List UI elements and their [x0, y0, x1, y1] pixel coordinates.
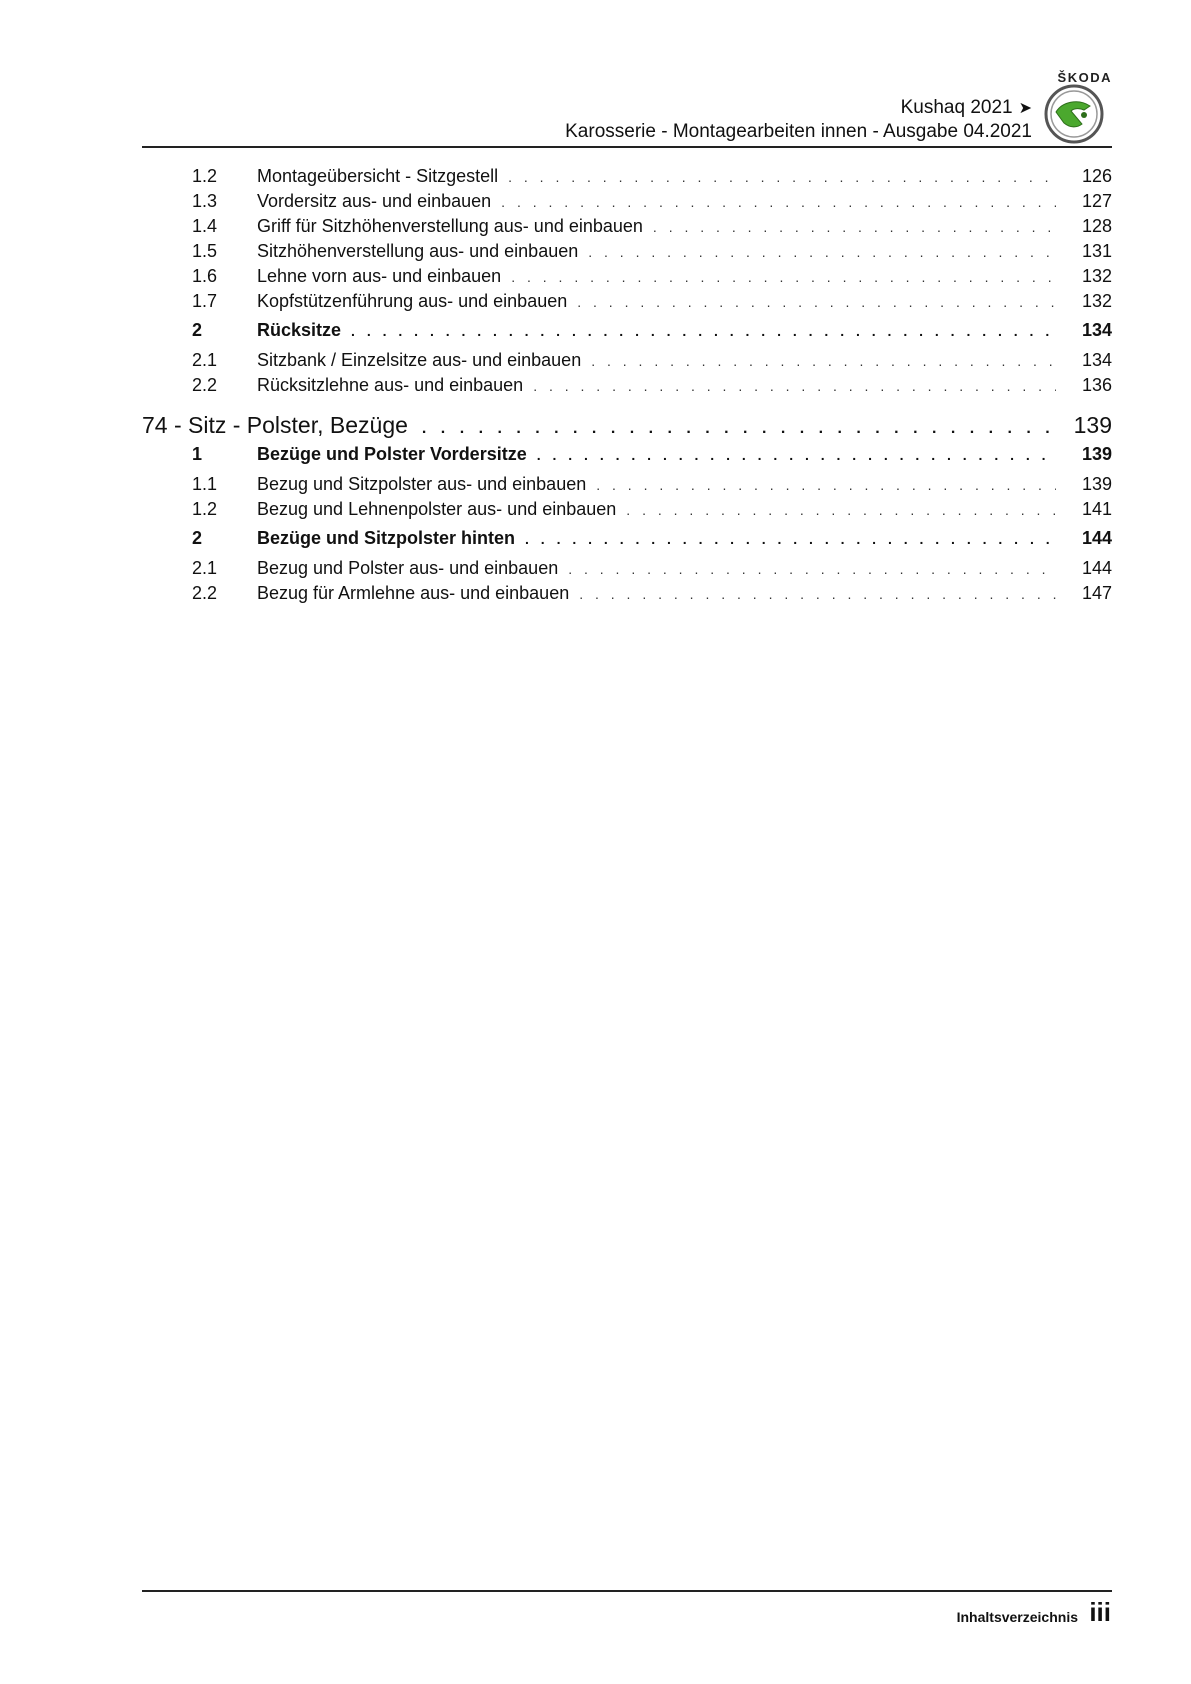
dot-leader	[351, 323, 1056, 339]
toc-section-page: 144	[1081, 528, 1112, 548]
skoda-logo-icon	[1044, 84, 1104, 144]
document-subtitle: Karosserie - Montagearbeiten innen - Ausgabe 04.2021	[565, 121, 1032, 142]
toc-entry-page: 139	[1081, 474, 1112, 494]
dot-leader	[626, 502, 1056, 518]
toc-entry-number: 1.6	[192, 266, 218, 286]
dot-leader	[568, 561, 1056, 577]
toc-entry-title: Sitzhöhenverstellung aus- und einbauen	[257, 241, 579, 261]
toc-entry-2-1[interactable]	[142, 350, 1112, 375]
dot-leader	[533, 378, 1056, 394]
toc-entry-title: Lehne vorn aus- und einbauen	[257, 266, 502, 286]
toc-entry-74-1-1[interactable]	[142, 474, 1112, 499]
toc-entry-number: 1.1	[192, 474, 218, 494]
toc-entry-page: 141	[1081, 499, 1112, 519]
toc-entry-number: 2.1	[192, 350, 218, 370]
toc-entry-1-3[interactable]	[142, 191, 1112, 216]
toc-entry-74-2-1[interactable]	[142, 558, 1112, 583]
dot-leader	[525, 531, 1056, 547]
toc-entry-number: 1.4	[192, 216, 218, 236]
brand-wordmark: ŠKODA	[1057, 70, 1112, 85]
toc-entry-page: 131	[1081, 241, 1112, 261]
toc-entry-page: 134	[1081, 350, 1112, 370]
toc-section-2-ruecksitze[interactable]	[142, 320, 1112, 350]
page-header	[142, 0, 1112, 148]
footer-page-number: iii	[1089, 1597, 1111, 1627]
toc-entry-number: 1.5	[192, 241, 218, 261]
toc-section-number: 1	[192, 444, 203, 464]
toc-entry-1-4[interactable]	[142, 216, 1112, 241]
toc-entry-number: 1.2	[192, 499, 218, 519]
document-title-text: Kushaq 2021	[900, 97, 1013, 118]
dot-leader	[501, 194, 1056, 210]
toc-entry-1-6[interactable]	[142, 266, 1112, 291]
toc-entry-1-5[interactable]	[142, 241, 1112, 266]
dot-leader	[422, 420, 1056, 438]
toc-entry-number: 2.2	[192, 375, 218, 395]
toc-entry-page: 127	[1081, 191, 1112, 211]
toc-entry-title: Rücksitzlehne aus- und einbauen	[257, 375, 524, 395]
toc-entry-title: Bezug und Sitzpolster aus- und einbauen	[257, 474, 587, 494]
table-of-contents	[142, 166, 1112, 608]
toc-entry-1-2[interactable]	[142, 166, 1112, 191]
toc-entry-number: 1.2	[192, 166, 218, 186]
toc-section-page: 139	[1081, 444, 1112, 464]
toc-chapter-74[interactable]	[142, 412, 1112, 444]
toc-entry-number: 2.1	[192, 558, 218, 578]
toc-section-page: 134	[1081, 320, 1112, 340]
toc-entry-2-2[interactable]	[142, 375, 1112, 400]
toc-entry-1-7[interactable]	[142, 291, 1112, 316]
footer-section-label: Inhaltsverzeichnis	[956, 1609, 1078, 1625]
dot-leader	[588, 244, 1056, 260]
toc-entry-number: 1.3	[192, 191, 218, 211]
toc-entry-title: Montageübersicht - Sitzgestell	[257, 166, 499, 186]
toc-entry-page: 126	[1081, 166, 1112, 186]
logo-eye	[1081, 112, 1087, 118]
toc-entry-page: 144	[1081, 558, 1112, 578]
toc-section-title: Rücksitze	[257, 320, 342, 340]
toc-entry-page: 136	[1081, 375, 1112, 395]
dot-leader	[653, 219, 1056, 235]
toc-entry-title: Griff für Sitzhöhenverstellung aus- und einbauen	[257, 216, 643, 236]
toc-section-2-bezuege-hinten[interactable]	[142, 528, 1112, 558]
toc-entry-title: Sitzbank / Einzelsitze aus- und einbauen	[257, 350, 582, 370]
dot-leader	[508, 169, 1056, 185]
dot-leader	[596, 477, 1056, 493]
dot-leader	[579, 586, 1056, 602]
toc-entry-page: 147	[1081, 583, 1112, 603]
toc-entry-page: 132	[1081, 291, 1112, 311]
dot-leader	[591, 353, 1056, 369]
dot-leader	[537, 447, 1056, 463]
toc-section-1-bezuege-vordersitze[interactable]	[142, 444, 1112, 474]
toc-chapter-title: 74 - Sitz - Polster, Bezüge	[142, 412, 408, 438]
toc-entry-page: 132	[1081, 266, 1112, 286]
toc-section-number: 2	[192, 320, 203, 340]
toc-entry-title: Kopfstützenführung aus- und einbauen	[257, 291, 568, 311]
document-title	[901, 97, 1032, 119]
arrow-icon: ➤	[1018, 100, 1032, 117]
toc-section-title: Bezüge und Polster Vordersitze	[257, 444, 527, 464]
toc-entry-page: 128	[1081, 216, 1112, 236]
toc-entry-title: Bezug und Polster aus- und einbauen	[257, 558, 559, 578]
toc-entry-74-1-2[interactable]	[142, 499, 1112, 524]
toc-entry-title: Bezug für Armlehne aus- und einbauen	[257, 583, 570, 603]
toc-entry-number: 2.2	[192, 583, 218, 603]
dot-leader	[511, 269, 1056, 285]
toc-chapter-page: 139	[1073, 412, 1112, 438]
toc-entry-title: Bezug und Lehnenpolster aus- und einbauen	[257, 499, 617, 519]
toc-section-number: 2	[192, 528, 203, 548]
toc-entry-number: 1.7	[192, 291, 218, 311]
dot-leader	[577, 294, 1056, 310]
header-divider	[142, 146, 1112, 148]
toc-section-title: Bezüge und Sitzpolster hinten	[257, 528, 516, 548]
footer-divider	[142, 1590, 1112, 1592]
toc-entry-title: Vordersitz aus- und einbauen	[257, 191, 492, 211]
toc-entry-74-2-2[interactable]	[142, 583, 1112, 608]
